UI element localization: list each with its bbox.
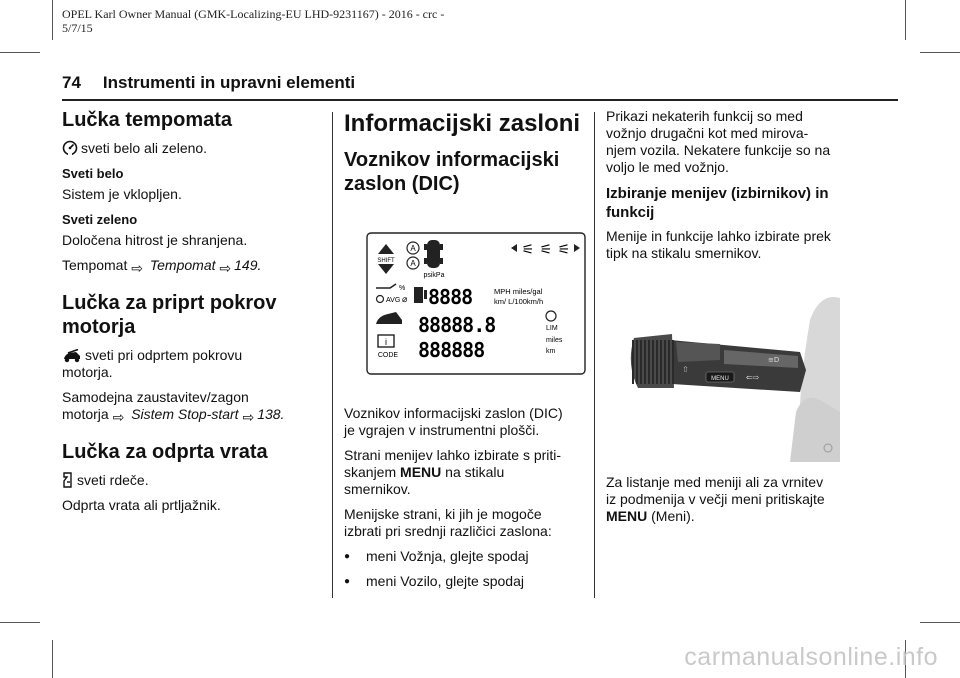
crop-mark bbox=[52, 0, 53, 40]
door-light-lead bbox=[62, 472, 312, 489]
crop-mark bbox=[905, 0, 906, 40]
cruise-ref-page[interactable]: 149. bbox=[234, 257, 262, 273]
door-text: Odprta vrata ali prtljažnik. bbox=[62, 497, 221, 513]
page-header bbox=[62, 73, 355, 93]
ss-text-line1: Samodejna zaustavitev/zagon bbox=[62, 389, 249, 405]
watermark: carmanualsonline.info bbox=[684, 643, 938, 671]
cruise-light-lead-text: sveti belo ali zeleno. bbox=[81, 140, 208, 156]
driving-note bbox=[606, 108, 840, 176]
info-displays-title: Informacijski zasloni bbox=[344, 110, 581, 137]
cruise-control-icon bbox=[62, 140, 78, 156]
bullet-item: ● meni Vozilo, glejte spodaj bbox=[344, 573, 584, 590]
dic-p2-line3: smernikov. bbox=[344, 481, 411, 497]
dic-title bbox=[344, 148, 584, 196]
crop-mark bbox=[0, 622, 40, 623]
door-lead-text: sveti rdeče. bbox=[77, 472, 149, 488]
header-rule bbox=[62, 99, 898, 101]
avg-label: AVG bbox=[386, 297, 401, 304]
hood-light-lead bbox=[62, 347, 312, 381]
svg-text:A: A bbox=[410, 259, 416, 268]
ss-link[interactable]: Sistem Stop-start bbox=[131, 406, 239, 422]
dic-p2-menu: MENU bbox=[400, 464, 442, 480]
cruise-ref-prefix: Tempomat bbox=[62, 257, 128, 273]
pressure-unit-label: psikPa bbox=[423, 272, 445, 279]
cruise-green-text: Določena hitrost je shranjena. bbox=[62, 232, 248, 248]
note-line4: voljo le med vožnjo. bbox=[606, 159, 729, 175]
cruise-reference bbox=[62, 257, 312, 277]
dic-display-figure bbox=[366, 232, 586, 375]
reference-arrow-icon: ⇨ bbox=[219, 260, 232, 276]
hood-lead-text: sveti pri odprtem pokrovu bbox=[85, 347, 243, 363]
column-right bbox=[606, 108, 840, 533]
menu-text-line2: tipk na stikalu smernikov. bbox=[606, 245, 762, 261]
scroll-menu-bold: MENU bbox=[606, 508, 648, 524]
turn-signal-stalk-figure bbox=[620, 292, 840, 462]
dic-paragraph-3 bbox=[344, 506, 584, 540]
note-line2: vožnjo drugačni kot med mirova- bbox=[606, 125, 809, 141]
menu-text-line1: Menije in funkcije lahko izbirate prek bbox=[606, 228, 831, 244]
page-title: Instrumenti in upravni elementi bbox=[102, 73, 356, 92]
miles-label: miles bbox=[546, 337, 563, 344]
diameter-icon: ⌀ bbox=[402, 295, 408, 305]
menu-selection-text bbox=[606, 228, 840, 262]
km-label: km bbox=[546, 348, 556, 355]
cruise-light-title: Lučka tempomata bbox=[62, 109, 233, 131]
dic-p2-line1: Strani menijev lahko izbirate s priti- bbox=[344, 447, 562, 463]
note-line3: njem vozila. Nekatere funkcije so na bbox=[606, 142, 831, 158]
dic-p1-line1: Voznikov informacijski zaslon (DIC) bbox=[344, 405, 563, 421]
tire-pressure-car-icon bbox=[427, 240, 440, 268]
percent-label: % bbox=[399, 285, 406, 292]
meta-line-1: OPEL Karl Owner Manual (GMK-Localizing-EU LHD-9231167) - 2016 - crc - bbox=[62, 7, 445, 21]
cruise-ref-link[interactable]: Tempomat bbox=[149, 257, 216, 273]
dic-title-line2: zaslon (DIC) bbox=[344, 173, 460, 195]
fuel-pump-icon bbox=[414, 287, 423, 303]
gear-icon: ⚟ bbox=[539, 242, 553, 258]
menu-title-line2: funkcij bbox=[606, 204, 655, 221]
dic-p2-suffix: na stikalu bbox=[445, 464, 505, 480]
crop-mark bbox=[920, 52, 960, 53]
column-left bbox=[62, 108, 312, 522]
scroll-suffix: (Meni). bbox=[651, 508, 695, 524]
cruise-white-heading: Sveti belo bbox=[62, 166, 124, 181]
dic-p2-prefix: skanjem bbox=[344, 464, 397, 480]
segment-display-2: 88888.8 bbox=[418, 313, 496, 337]
meta-line-2: 5/7/15 bbox=[62, 21, 93, 35]
stop-start-reference bbox=[62, 389, 312, 426]
segment-display-3: 888888 bbox=[418, 338, 485, 362]
shift-label: SHIFT bbox=[377, 258, 395, 264]
cruise-white-text: Sistem je vklopljen. bbox=[62, 186, 182, 202]
headlight-icon: ≡D bbox=[768, 356, 780, 364]
reference-arrow-icon: ⇨ bbox=[112, 409, 125, 425]
document-meta bbox=[62, 7, 444, 35]
menu-scroll-text bbox=[606, 474, 840, 525]
reference-arrow-icon: ⇨ bbox=[131, 260, 143, 276]
wheel-adjust-icon: ⇐⇨ bbox=[746, 373, 760, 382]
ss-prefix: motorja bbox=[62, 406, 109, 422]
hood-light-title bbox=[62, 291, 312, 339]
stalk-menu-label: MENU bbox=[711, 376, 729, 382]
column-middle bbox=[344, 108, 584, 598]
hood-open-icon bbox=[62, 349, 82, 363]
cruise-green-heading: Sveti zeleno bbox=[62, 212, 138, 227]
note-line1: Prikazi nekaterih funkcij so med bbox=[606, 108, 803, 124]
lim-label: LIM bbox=[546, 325, 558, 332]
dic-p3-line2: izbrati pri srednji različici zaslona: bbox=[344, 523, 552, 539]
gear-icon: ⚟ bbox=[557, 242, 571, 258]
column-divider bbox=[594, 112, 595, 598]
dic-paragraph-1 bbox=[344, 405, 584, 439]
dic-p3-line1: Menijske strani, ki jih je mogoče bbox=[344, 506, 542, 522]
code-label: CODE bbox=[377, 352, 399, 359]
door-open-icon bbox=[62, 472, 74, 488]
crop-mark bbox=[920, 622, 960, 623]
units-top-label: MPH miles/gal bbox=[494, 287, 543, 296]
ss-page[interactable]: 138. bbox=[257, 406, 285, 422]
column-divider bbox=[332, 112, 333, 598]
cruise-light-lead bbox=[62, 140, 312, 157]
gear-icon: ⚟ bbox=[521, 242, 535, 258]
menu-selection-title bbox=[606, 184, 840, 222]
units-bottom-label: km/ L/100km/h bbox=[494, 297, 544, 306]
scroll-line2: iz podmenija v večji meni pritiskajte bbox=[606, 491, 825, 507]
hood-title-line2: motorja bbox=[62, 316, 136, 338]
page-number: 74 bbox=[62, 73, 81, 92]
door-light-title: Lučka za odprta vrata bbox=[62, 441, 268, 463]
crop-mark bbox=[0, 52, 40, 53]
dic-title-line1: Voznikov informacijski bbox=[344, 149, 560, 171]
bullet-item: ● meni Vožnja, glejte spodaj bbox=[344, 548, 584, 565]
scroll-line1: Za listanje med meniji ali za vrnitev bbox=[606, 474, 824, 490]
dic-paragraph-2 bbox=[344, 447, 584, 498]
menu-title-line1: Izbiranje menijev (izbirnikov) in bbox=[606, 185, 829, 202]
svg-text:i: i bbox=[385, 337, 387, 347]
arrow-mark-icon: ⇧ bbox=[682, 365, 689, 374]
hood-title-line1: Lučka za priprt pokrov bbox=[62, 292, 277, 314]
dic-p1-line2: je vgrajen v instrumentni plošči. bbox=[344, 422, 540, 438]
reference-arrow-icon: ⇨ bbox=[242, 409, 255, 425]
crop-mark bbox=[52, 640, 53, 678]
segment-display-1: 8888 bbox=[428, 285, 473, 309]
svg-text:A: A bbox=[410, 244, 416, 253]
hood-lead-text2: motorja. bbox=[62, 364, 113, 380]
